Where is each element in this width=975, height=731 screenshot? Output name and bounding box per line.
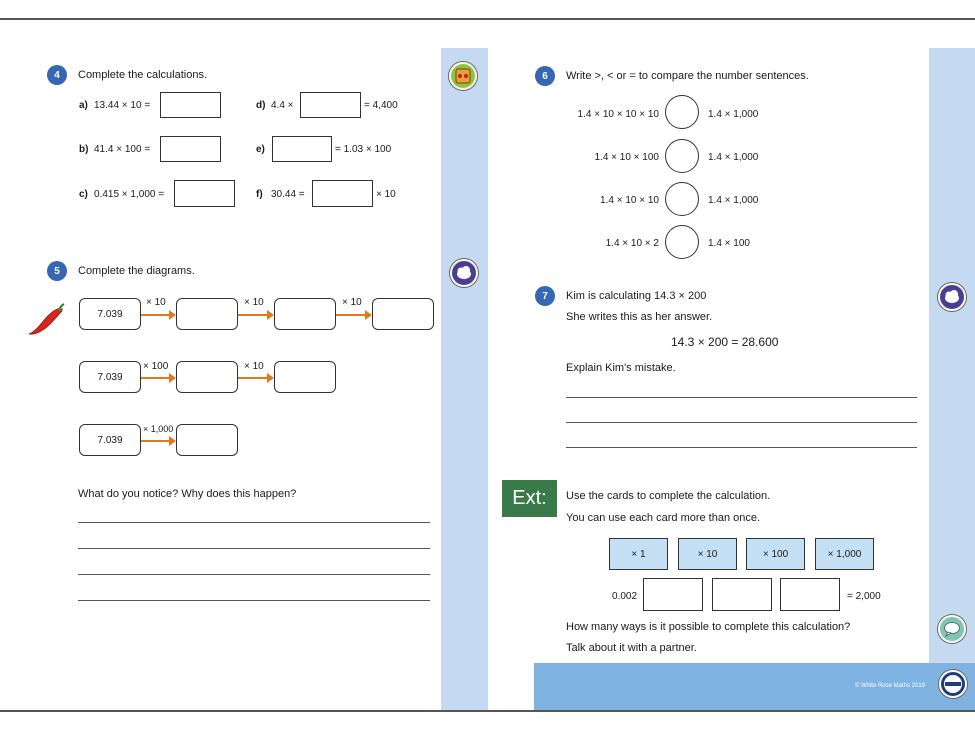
diagram1-arrow-2 <box>238 314 272 316</box>
diagram1-op-1: × 10 <box>146 297 166 308</box>
q4e-label: e) <box>256 144 265 155</box>
q4b-answer-box[interactable] <box>160 136 221 162</box>
question-7-badge: 7 <box>535 286 555 306</box>
q7-line-2: She writes this as her answer. <box>566 311 713 323</box>
ext-blank-box-2[interactable] <box>712 578 772 611</box>
q4d-answer-box[interactable] <box>300 92 361 118</box>
q5-notice-question: What do you notice? Why does this happen? <box>78 488 297 500</box>
q6-row1-compare-circle[interactable] <box>665 95 699 129</box>
ext-blank-box-3[interactable] <box>780 578 840 611</box>
diagram1-arrow-3 <box>336 314 370 316</box>
extension-badge: Ext: <box>502 480 557 517</box>
q4b-expression: 41.4 × 100 = <box>94 144 151 155</box>
q6-row4-left: 1.4 × 10 × 2 <box>605 238 659 249</box>
q4f-result: × 10 <box>376 189 396 200</box>
chilli-pepper-challenge-icon <box>27 302 67 338</box>
question-6-badge: 6 <box>535 66 555 86</box>
diagram3-start-box: 7.039 <box>79 424 141 456</box>
white-rose-maths-logo <box>939 670 967 698</box>
copyright-text: © White Rose Maths 2019 <box>854 683 925 689</box>
diagram2-box-3[interactable] <box>274 361 336 393</box>
dice-fluency-icon <box>449 62 477 90</box>
q5-answer-line-1[interactable] <box>78 522 430 523</box>
q4f-expression: 30.44 = <box>271 189 305 200</box>
diagram2-arrow-1 <box>141 377 174 379</box>
ext-card-x100[interactable]: × 100 <box>746 538 805 570</box>
q6-row4-right: 1.4 × 100 <box>708 238 750 249</box>
right-page-margin-strip <box>929 48 975 663</box>
thought-cloud-reasoning-icon <box>450 259 478 287</box>
speech-bubble-discussion-icon <box>938 615 966 643</box>
question-5-badge: 5 <box>47 261 67 281</box>
q6-row1-right: 1.4 × 1,000 <box>708 109 759 120</box>
q6-row3-left: 1.4 × 10 × 10 <box>600 195 659 206</box>
q7-explain-prompt: Explain Kim's mistake. <box>566 362 676 374</box>
q6-row3-compare-circle[interactable] <box>665 182 699 216</box>
q4e-result: = 1.03 × 100 <box>335 144 392 155</box>
q4f-label: f) <box>256 189 263 200</box>
ext-line-1: Use the cards to complete the calculation. <box>566 490 771 502</box>
q4d-label: d) <box>256 100 266 111</box>
diagram3-arrow-1 <box>141 440 174 442</box>
q4d-result: = 4,400 <box>364 100 398 111</box>
q7-answer-line-2[interactable] <box>566 422 917 423</box>
ext-card-x1000[interactable]: × 1,000 <box>815 538 874 570</box>
diagram1-op-2: × 10 <box>244 297 264 308</box>
diagram1-box-4[interactable] <box>372 298 434 330</box>
question-4-prompt: Complete the calculations. <box>78 69 208 81</box>
ext-line-2: You can use each card more than once. <box>566 512 761 524</box>
ext-result: = 2,000 <box>847 591 881 602</box>
q5-answer-line-4[interactable] <box>78 600 430 601</box>
diagram1-box-3[interactable] <box>274 298 336 330</box>
ext-card-x10[interactable]: × 10 <box>678 538 737 570</box>
bottom-border <box>0 710 975 712</box>
diagram2-op-1: × 100 <box>143 361 169 372</box>
q4a-label: a) <box>79 100 88 111</box>
q6-row2-right: 1.4 × 1,000 <box>708 152 759 163</box>
q6-row3-right: 1.4 × 1,000 <box>708 195 759 206</box>
ext-start-value: 0.002 <box>612 591 638 602</box>
ext-blank-box-1[interactable] <box>643 578 703 611</box>
ext-card-x1[interactable]: × 1 <box>609 538 668 570</box>
q5-answer-line-3[interactable] <box>78 574 430 575</box>
diagram3-op-1: × 1,000 <box>143 424 174 434</box>
question-6-prompt: Write >, < or = to compare the number sentences. <box>566 70 809 82</box>
q6-row1-left: 1.4 × 10 × 10 × 10 <box>577 109 659 120</box>
thought-cloud-reasoning-icon <box>938 283 966 311</box>
ext-question-2: Talk about it with a partner. <box>566 642 697 654</box>
diagram1-arrow-1 <box>141 314 174 316</box>
q4b-label: b) <box>79 144 89 155</box>
q4e-answer-box[interactable] <box>272 136 332 162</box>
q4c-answer-box[interactable] <box>174 180 235 207</box>
left-page-margin-strip <box>441 48 488 710</box>
q5-answer-line-2[interactable] <box>78 548 430 549</box>
q4c-expression: 0.415 × 1,000 = <box>94 189 165 200</box>
question-4-badge: 4 <box>47 65 67 85</box>
q6-row2-left: 1.4 × 10 × 100 <box>594 152 659 163</box>
q7-answer-line-1[interactable] <box>566 397 917 398</box>
diagram1-box-2[interactable] <box>176 298 238 330</box>
diagram1-start-box: 7.039 <box>79 298 141 330</box>
q4c-label: c) <box>79 189 88 200</box>
diagram2-op-2: × 10 <box>244 361 264 372</box>
q7-kim-answer: 14.3 × 200 = 28.600 <box>671 335 779 349</box>
q7-answer-line-3[interactable] <box>566 447 917 448</box>
diagram2-arrow-2 <box>238 377 272 379</box>
q7-line-1: Kim is calculating 14.3 × 200 <box>566 290 707 302</box>
q6-row4-compare-circle[interactable] <box>665 225 699 259</box>
diagram2-start-box: 7.039 <box>79 361 141 393</box>
diagram3-box-2[interactable] <box>176 424 238 456</box>
q4a-answer-box[interactable] <box>160 92 221 118</box>
top-border <box>0 18 975 20</box>
diagram1-op-3: × 10 <box>342 297 362 308</box>
ext-question-1: How many ways is it possible to complete this calculation? <box>566 621 851 633</box>
q4d-expression: 4.4 × <box>271 100 294 111</box>
question-5-prompt: Complete the diagrams. <box>78 265 195 277</box>
q4f-answer-box[interactable] <box>312 180 373 207</box>
diagram2-box-2[interactable] <box>176 361 238 393</box>
q4a-expression: 13.44 × 10 = <box>94 100 151 111</box>
q6-row2-compare-circle[interactable] <box>665 139 699 173</box>
